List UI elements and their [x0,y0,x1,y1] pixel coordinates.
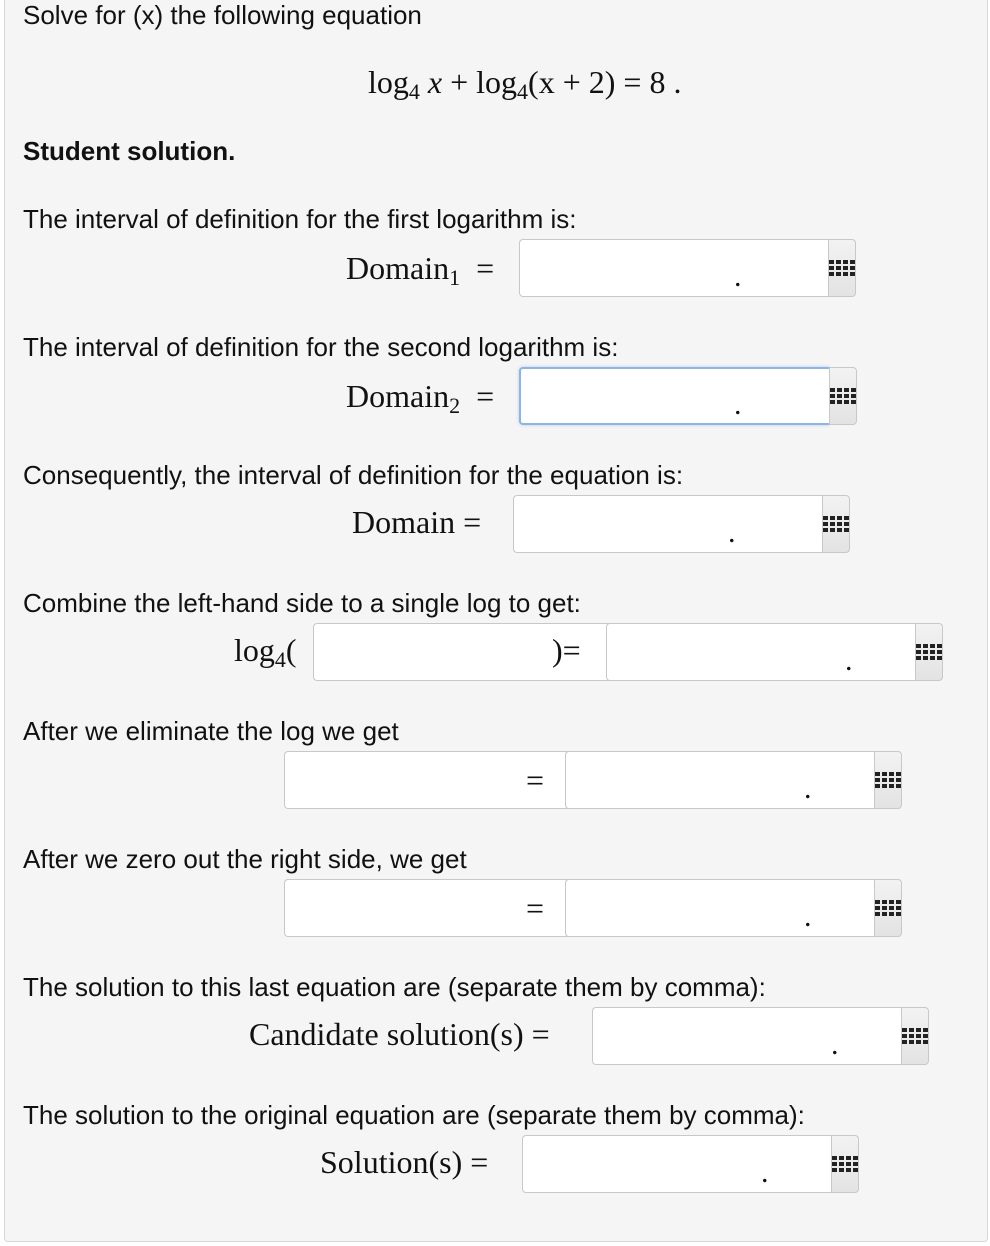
domain-period: . [728,516,736,549]
zero-period: . [804,900,812,933]
domain1-period: . [734,260,742,293]
solution-text: The solution to the original equation are (separate them by comma): [23,1100,805,1130]
candidate-palette-button[interactable] [901,1007,929,1065]
combine-text: Combine the left-hand side to a single log to get: [23,588,581,618]
eliminate-text: After we eliminate the log we get [23,716,399,746]
solution-period: . [761,1156,769,1189]
grid-icon [916,644,942,660]
combine-log-label: $\log_4$( [234,632,297,672]
grid-icon [829,260,855,276]
zero-rhs-answer [565,879,790,937]
given-equation: $\log_4 x + \log_4(x + 2) = 8$ . [368,64,682,104]
domain1-label: Domain$_1$ = [346,250,495,290]
domain2-text: The interval of definition for the second logarithm is: [23,332,619,362]
domain2-label: Domain$_2$ = [346,378,495,418]
eliminate-equals: = [526,762,545,798]
solution-label: Solution(s) = [320,1144,489,1180]
domain-input[interactable] [513,495,822,553]
grid-icon [875,772,901,788]
question-prompt: Solve for (x) the following equation [23,0,422,30]
eliminate-lhs-answer [284,751,509,809]
solution-input[interactable] [522,1135,831,1193]
zero-rhs-input[interactable] [565,879,874,937]
grid-icon [823,516,849,532]
grid-icon [830,388,856,404]
domain1-answer [519,239,720,297]
eliminate-lhs-input[interactable] [284,751,593,809]
solution-palette-button[interactable] [831,1135,859,1193]
solution-answer [522,1135,747,1193]
domain-text: Consequently, the interval of definition for the equation is: [23,460,684,490]
domain2-period: . [734,388,742,421]
combine-period: . [845,644,853,677]
domain2-answer [519,367,720,425]
eliminate-period: . [804,772,812,805]
domain1-palette-button[interactable] [828,239,856,297]
domain1-input[interactable] [519,239,828,297]
domain1-text: The interval of definition for the first logarithm is: [23,204,577,234]
grid-icon [902,1028,928,1044]
candidate-input[interactable] [592,1007,901,1065]
domain2-palette-button[interactable] [829,367,857,425]
zero-equals: = [526,890,545,926]
domain-answer [513,495,714,553]
grid-icon [875,900,901,916]
eliminate-rhs-answer [565,751,790,809]
student-solution-heading: Student solution. [23,136,236,166]
candidate-text: The solution to this last equation are (separate them by comma): [23,972,766,1002]
domain2-input[interactable] [519,367,829,425]
zero-lhs-input[interactable] [284,879,593,937]
domain-label: Domain = [352,504,482,540]
candidate-period: . [831,1028,839,1061]
grid-icon [832,1156,858,1172]
zero-lhs-answer [284,879,509,937]
combine-close: )= [552,632,581,668]
eliminate-rhs-input[interactable] [565,751,874,809]
combine-arg-answer [313,623,538,681]
zero-rhs-palette-button[interactable] [874,879,902,937]
combine-rhs-palette-button[interactable] [915,623,943,681]
candidate-label: Candidate solution(s) = [249,1016,550,1052]
domain-palette-button[interactable] [822,495,850,553]
combine-rhs-answer [606,623,831,681]
eliminate-rhs-palette-button[interactable] [874,751,902,809]
candidate-answer [592,1007,817,1065]
combine-rhs-input[interactable] [606,623,915,681]
zero-text: After we zero out the right side, we get [23,844,467,874]
